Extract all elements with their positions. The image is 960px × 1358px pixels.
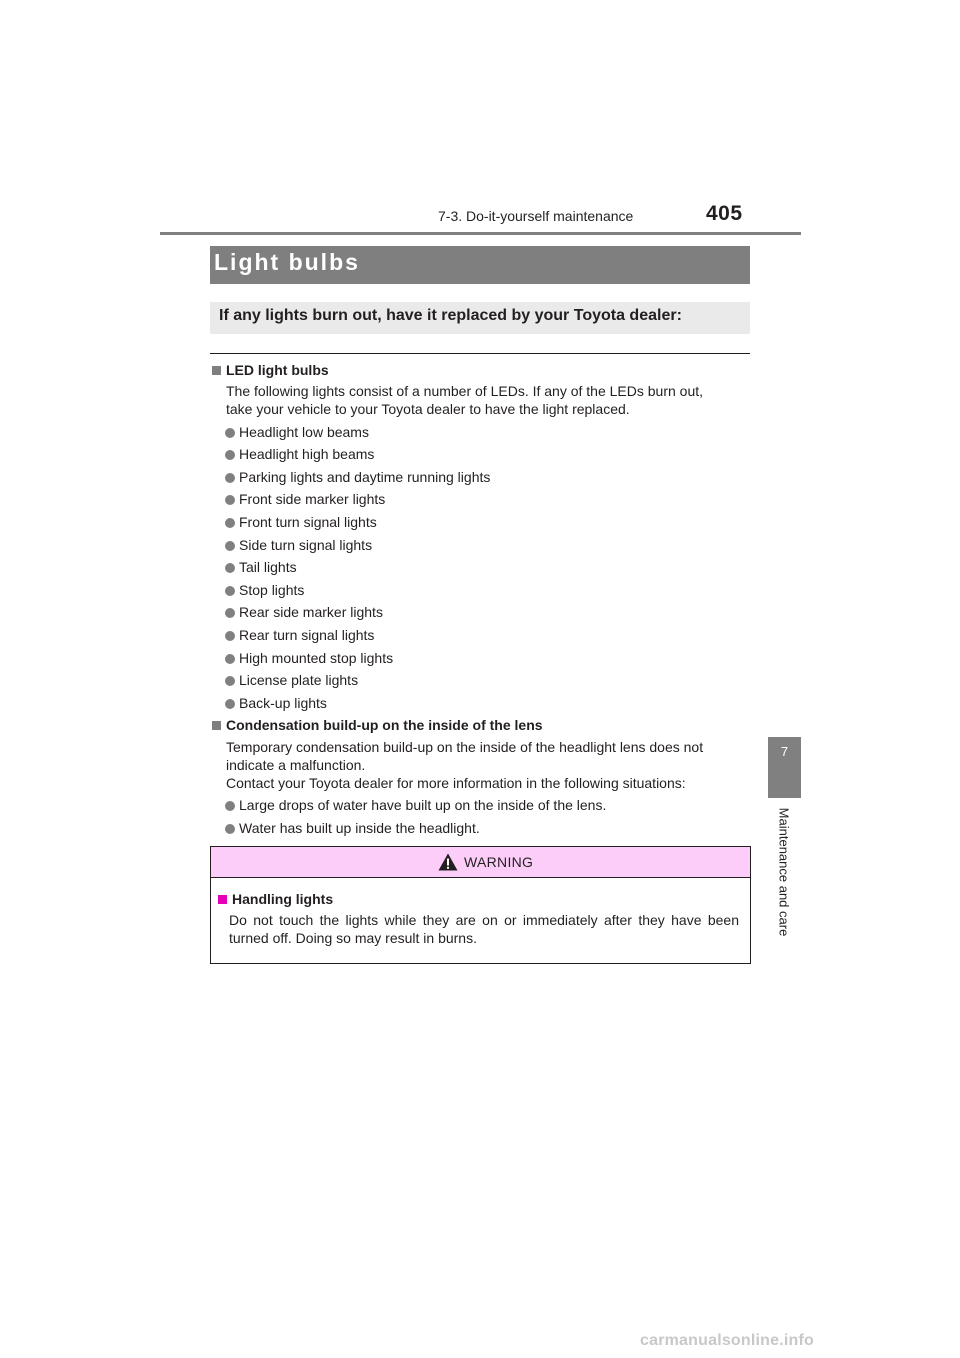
content-divider [210, 353, 750, 354]
list-item-text: Rear side marker lights [239, 604, 383, 620]
paragraph-line: indicate a malfunction. [226, 757, 366, 773]
section-heading-led [212, 362, 329, 378]
list-item-text: Front turn signal lights [239, 514, 377, 530]
bullet-icon [225, 428, 235, 438]
list-item-text: Water has built up inside the headlight. [239, 820, 480, 836]
list-item [225, 820, 480, 836]
list-item-text: Back-up lights [239, 695, 327, 711]
bullet-icon [225, 631, 235, 641]
chapter-label: Maintenance and care [776, 807, 792, 937]
bullet-icon [225, 699, 235, 709]
bullet-icon [225, 824, 235, 834]
bullet-icon [225, 654, 235, 664]
list-item [225, 537, 372, 553]
bullet-icon [225, 676, 235, 686]
list-item-text: Headlight high beams [239, 446, 375, 462]
bullet-icon [225, 495, 235, 505]
warning-heading-text: Handling lights [232, 891, 334, 907]
list-item-text: Stop lights [239, 582, 305, 598]
page-number: 405 [706, 202, 743, 225]
bullet-icon [225, 518, 235, 528]
list-item-text: Headlight low beams [239, 424, 369, 440]
list-item-text: Side turn signal lights [239, 537, 373, 553]
page-title: Light bulbs [214, 249, 360, 275]
list-item-text: High mounted stop lights [239, 650, 394, 666]
section-heading-text: LED light bulbs [226, 362, 329, 378]
paragraph-line: take your vehicle to your Toyota dealer to have the light replaced. [226, 401, 630, 417]
list-item [225, 491, 385, 507]
warning-box [210, 846, 751, 964]
square-bullet-icon [212, 721, 221, 730]
bullet-icon [225, 541, 235, 551]
list-item [225, 797, 606, 813]
list-item-text: Parking lights and daytime running lights [239, 469, 491, 485]
list-item [225, 514, 377, 530]
list-item [225, 604, 383, 620]
list-item-text: Rear turn signal lights [239, 627, 375, 643]
warning-text: Do not touch the lights while they are on or immediately after they have been turned off. Doing so may result in burns. [229, 912, 739, 946]
bullet-icon [225, 608, 235, 618]
section-heading-text: Condensation build-up on the inside of the lens [226, 717, 543, 733]
list-item [225, 582, 304, 598]
list-item [225, 695, 327, 711]
list-item [225, 650, 393, 666]
intro-text: If any lights burn out, have it replaced by your Toyota dealer: [219, 307, 682, 324]
header-section-title: 7-3. Do-it-yourself maintenance [438, 208, 634, 224]
chapter-number: 7 [780, 744, 789, 759]
paragraph-line: Contact your Toyota dealer for more information in the following situations: [226, 775, 686, 791]
list-item [225, 627, 374, 643]
bullet-icon [225, 563, 235, 573]
list-item [225, 469, 490, 485]
square-bullet-icon [212, 366, 221, 375]
bullet-icon [225, 473, 235, 483]
bullet-icon [225, 586, 235, 596]
square-bullet-icon [218, 895, 227, 904]
list-item-text: License plate lights [239, 672, 359, 688]
bullet-icon [225, 450, 235, 460]
warning-heading [218, 891, 333, 907]
list-item [225, 559, 297, 575]
bullet-icon [225, 801, 235, 811]
section-heading-condensation [212, 717, 543, 733]
paragraph-line: Temporary condensation build-up on the inside of the headlight lens does not [226, 739, 704, 755]
list-item [225, 424, 369, 440]
paragraph-line: The following lights consist of a number of LEDs. If any of the LEDs burn out, [226, 383, 704, 399]
warning-header [211, 847, 750, 878]
list-item [225, 446, 374, 462]
list-item [225, 672, 358, 688]
warning-triangle-icon [438, 853, 458, 871]
watermark: carmanualsonline.info [640, 1332, 815, 1349]
list-item-text: Large drops of water have built up on the inside of the lens. [239, 797, 607, 813]
warning-label: WARNING [464, 854, 534, 870]
list-item-text: Front side marker lights [239, 491, 386, 507]
list-item-text: Tail lights [239, 559, 297, 575]
header-rule [160, 232, 801, 235]
